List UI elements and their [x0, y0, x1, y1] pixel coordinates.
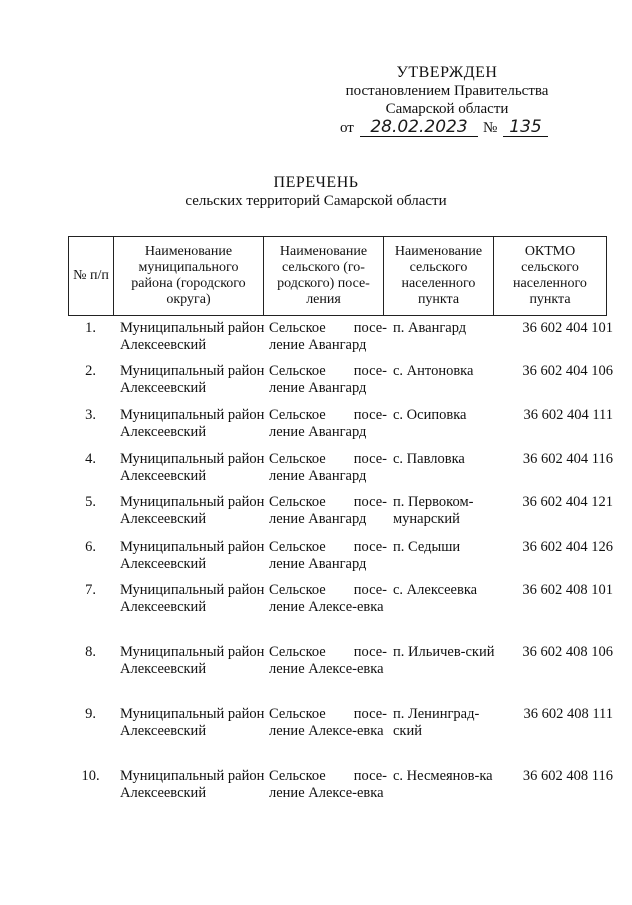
row-oktmo: 36 602 404 116 — [522, 451, 613, 467]
table-row — [68, 644, 613, 678]
row-settlement: Сельское посе-ление Авангард — [269, 451, 387, 484]
row-district: Муниципальный район Алексеевский — [120, 407, 265, 440]
approval-block — [338, 64, 556, 118]
row-district: Муниципальный район Алексеевский — [120, 451, 265, 484]
row-number: 6. — [85, 539, 96, 555]
row-number: 1. — [85, 320, 96, 336]
number-prefix: № — [483, 120, 498, 136]
row-oktmo: 36 602 408 116 — [522, 768, 613, 784]
row-district: Муниципальный район Алексеевский — [120, 706, 265, 739]
row-locality: п. Первоком-мунарский — [393, 494, 474, 527]
row-district: Муниципальный район Алексеевский — [120, 539, 265, 572]
row-oktmo: 36 602 408 111 — [523, 706, 613, 722]
row-oktmo: 36 602 404 111 — [523, 407, 613, 423]
row-number: 5. — [85, 494, 96, 510]
row-district: Муниципальный район Алексеевский — [120, 494, 265, 527]
approval-line-2: Самарской области — [385, 101, 509, 117]
table-header — [68, 236, 607, 316]
row-locality: с. Осиповка — [393, 407, 467, 423]
handwritten-date: 28.02.2023 — [360, 118, 478, 137]
row-district: Муниципальный район Алексеевский — [120, 363, 265, 396]
row-locality: п. Ленинград-ский — [393, 706, 480, 739]
table-row — [68, 539, 613, 573]
row-number: 3. — [85, 407, 96, 423]
row-settlement: Сельское посе-ление Алексе-евка — [269, 768, 387, 801]
row-locality: п. Ильичев-ский — [393, 644, 495, 660]
row-settlement: Сельское посе-ление Алексе-евка — [269, 644, 387, 677]
document-title-block — [100, 174, 532, 210]
row-number: 10. — [81, 768, 100, 784]
table-row — [68, 494, 613, 528]
row-number: 2. — [85, 363, 96, 379]
row-locality: с. Павловка — [393, 451, 465, 467]
table-row — [68, 582, 613, 616]
row-district: Муниципальный район Алексеевский — [120, 320, 265, 353]
table-row — [68, 706, 613, 740]
table-row — [68, 320, 613, 354]
table-row — [68, 451, 613, 485]
row-settlement: Сельское посе-ление Авангард — [269, 320, 387, 353]
approval-line-1: постановлением Правительства — [345, 83, 549, 99]
row-locality: п. Авангард — [393, 320, 467, 336]
row-locality: с. Антоновка — [393, 363, 474, 379]
document-title: ПЕРЕЧЕНЬ — [273, 174, 359, 191]
header-settlement: Наименование сельского (го-родского) посе-ления — [264, 237, 384, 316]
row-oktmo: 36 602 404 106 — [522, 363, 613, 379]
row-district: Муниципальный район Алексеевский — [120, 644, 265, 677]
document-subtitle: сельских территорий Самарской области — [185, 193, 447, 209]
table-row — [68, 363, 613, 397]
row-settlement: Сельское посе-ление Авангард — [269, 363, 387, 396]
handwritten-number: 135 — [503, 118, 548, 137]
table-row — [68, 768, 613, 802]
row-locality: п. Седыши — [393, 539, 461, 555]
row-number: 7. — [85, 582, 96, 598]
row-number: 9. — [85, 706, 96, 722]
row-settlement: Сельское посе-ление Авангард — [269, 407, 387, 440]
approval-title: УТВЕРЖДЕН — [396, 64, 498, 81]
row-oktmo: 36 602 404 101 — [522, 320, 613, 336]
approval-date-line — [340, 118, 560, 140]
row-number: 4. — [85, 451, 96, 467]
row-number: 8. — [85, 644, 96, 660]
row-district: Муниципальный район Алексеевский — [120, 582, 265, 615]
row-settlement: Сельское посе-ление Авангард — [269, 494, 387, 527]
header-locality: Наименование сельского населенного пункта — [384, 237, 494, 316]
row-locality: с. Алексеевка — [393, 582, 478, 598]
row-oktmo: 36 602 404 121 — [522, 494, 613, 510]
row-settlement: Сельское посе-ление Авангард — [269, 539, 387, 572]
row-oktmo: 36 602 408 106 — [522, 644, 613, 660]
row-district: Муниципальный район Алексеевский — [120, 768, 265, 801]
row-oktmo: 36 602 404 126 — [522, 539, 613, 555]
header-district: Наименование муниципального района (городского округа) — [114, 237, 264, 316]
header-number: № п/п — [69, 237, 114, 316]
row-locality: с. Несмеянов-ка — [393, 768, 493, 784]
row-settlement: Сельское посе-ление Алексе-евка — [269, 706, 387, 739]
header-oktmo: ОКТМО сельского населенного пункта — [494, 237, 607, 316]
row-settlement: Сельское посе-ление Алексе-евка — [269, 582, 387, 615]
row-oktmo: 36 602 408 101 — [522, 582, 613, 598]
date-prefix: от — [340, 120, 354, 136]
table-row — [68, 407, 613, 441]
